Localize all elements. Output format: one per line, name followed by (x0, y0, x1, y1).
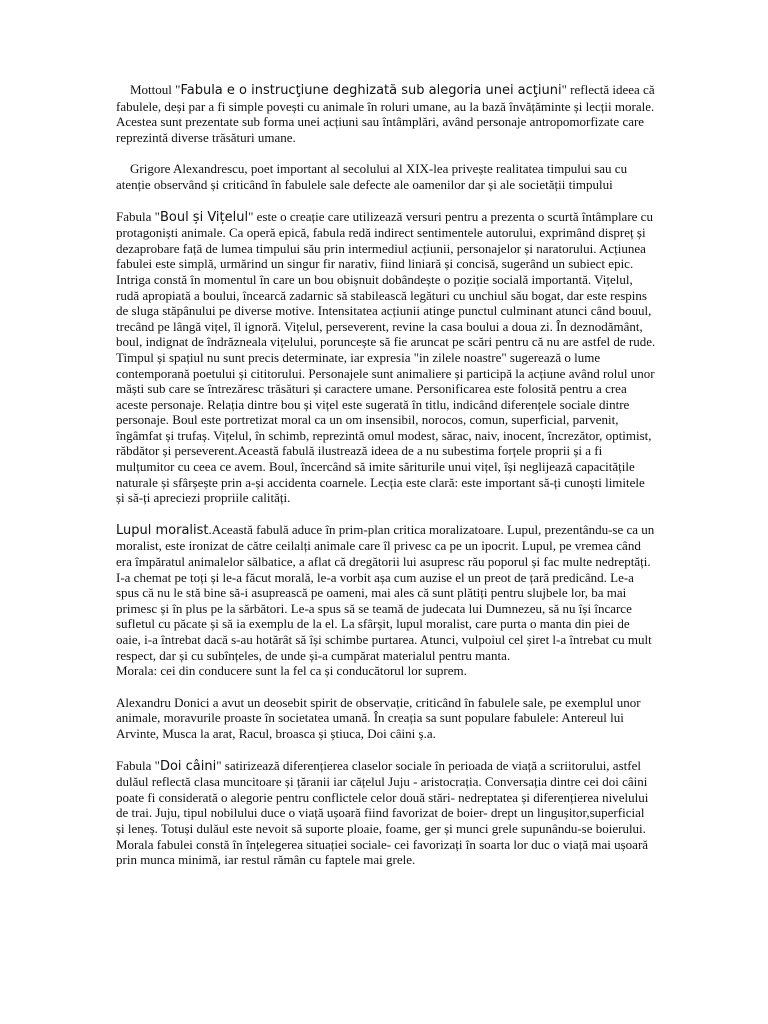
fabula-prefix: Fabula " (116, 208, 160, 224)
doi-caini-body: " satirizează diferențierea claselor sociale în perioada de viață a scriitorului, astfel dulăul reflectă clasa muncitoare și țăranii iar cățelul Juju - aristocrația. Conversația dintre cei doi câini poate fi considerată o alegorie pentru conflictele celor două stări- nedreptatea și diferențierea nivelului de trai. Juju, tipul nobilului duce o viață ușoară fiind favorizat de boier- drept un lingușitor,superficial și leneș. Totuși dulăul este nevoit să suporte ploaie, foame, ger și munci grele supunându-se boierului. Morala fabulei constă în înțelegerea situației sociale- cei favorizați în soarta lor duc o viață mai ușoară prin munca minimă, iar restul rămân cu faptele mai grele. (116, 757, 649, 868)
fable-title-doi-caini: Doi câini (159, 758, 217, 774)
motto-prefix: Mottoul " (130, 82, 181, 97)
fable-title-lupul-moralist: Lupul moralist (116, 522, 209, 538)
alexandrescu-text: Grigore Alexandrescu, poet important al secolului al XIX-lea privește realitatea timpului sau cu atenție observând și criticând în fabulele sale defecte ale oamenilor dar și ale societății timpului (116, 161, 628, 192)
paragraph-donici: Alexandru Donici a avut un deosebit spirit de observație, criticând în fabulele sale, pe exemplul unor animale, moravurile proaste în societatea umană. În creația sa sunt populare fabulele: Antereul lui Arvinte, Musca la arat, Racul, broasca și știuca, Doi câini ș.a. (116, 694, 641, 741)
fabula-prefix: Fabula " (116, 757, 160, 773)
motto-quote: Fabula e o instrucţiune deghizată sub alegoria unei acţiuni (180, 83, 562, 98)
paragraph-doi-caini (116, 758, 656, 868)
lupul-moralist-body: .Această fabulă aduce în prim-plan critica moralizatoare. Lupul, prezentându-se ca un moralist, este ironizat de către ceilalți animale care îl privesc ca pe un ipocrit. Lupul, pe vremea când era împăratul animalelor sălbatice, a aflat că dregătorii lui asupresc rău poporul și fac multe nedreptăți. I-a chemat pe toți și le-a făcut morală, le-a vorbit așa cum auzise el un preot de țară predicând. Le-a spus că nu le stă bine să-i asuprească pe oameni, mai ales că sunt plătiți pentru slujbele lor, ba mai primesc și în plus pe la sărbători. Le-a spus să se teamă de judecata lui Dumnezeu, să nu își încarce sufletul cu păcate și să ia exemplu de la el. La sfârșit, lupul moralist, care purta o manta din piei de oaie, i-a întrebat dacă s-au hotărât să își schimbe purtarea. Atunci, vulpoiul cel șiret l-a întrebat cu mult respect, dar și cu subînțeles, de unde și-a cumpărat materialul pentru manta. (116, 521, 655, 663)
paragraph-alexandrescu (116, 161, 656, 192)
motto-explanation: " reflectă ideea că fabulele, deși par a fi simple povești cu animale în roluri umane, au la bază învățăminte și lecții morale. Acestea sunt prezentate sub forma unei acțiuni sau întâmplări, având personaje antropomorfizate care reprezintă diverse trăsături umane. (116, 82, 655, 145)
paragraph-lupul-moralist (116, 522, 656, 663)
paragraph-boul-si-vitelul (116, 209, 656, 506)
boul-si-vitelul-body: " este o creație care utilizează versuri pentru a prezenta o scurtă întâmplare cu protagoniști animale. Ca operă epică, fabula redă indirect sentimentele autorului, exprimând dispreț și dezaprobare față de lumea timpului său prin intermediul acțiunii, personajelor și naratorului. Acțiunea fabulei este simplă, urmărind un singur fir narativ, fiind liniară și concisă, sugerând un subiect epic. Intriga constă în momentul în care un bou obișnuit dobândește o poziție socială importantă. Vițelul, rudă apropiată a boului, încearcă zadarnic să stabilească legături cu unchiul său bogat, dar este respins de sluga stăpânului pe diverse motive. Intensitatea acțiunii atinge punctul culminant atunci când bouul, trecând pe lângă vițel, îl ignoră. Vițelul, perseverent, revine la casa boului a doua zi. În deznodământ, boul, indignat de îndrăzneala vițelului, poruncește să fie aruncat pe scări pentru că nu are astfel de rude. Timpul și spațiul nu sunt precis determinate, iar expresia "in zilele noastre" sugerează o lume contemporană poetului și cititorului. Personajele sunt animaliere și participă la acțiune având rolul unor măști sub care se întrezăresc trăsături și caractere umane. Personificarea este folosită pentru a crea aceste personaje. Relația dintre bou și vițel este sugerată în titlu, indicând diferențele sociale dintre personaje. Boul este portretizat moral ca un om insensibil, norocos, comun, superficial, parvenit, îngâmfat și trufaș. Vițelul, în schimb, reprezintă omul modest, sărac, naiv, inocent, încrezător, optimist, răbdător și perseverent.Această fabulă ilustrează ideea de a nu subestima forțele proprii și a fi mulțumitor cu ceea ce avem. Boul, încercând să imite săriturile unui vițel, își neglijează capacitățile naturale și sfârșește prin a-și accidenta coarnele. Lecția este clară: este important să-ți cunoști limitele și să-ți apreciezi propriile calități. (116, 208, 656, 506)
paragraph-morala: Morala: cei din conducere sunt la fel ca și conducătorul lor suprem. (116, 663, 467, 679)
document-page (116, 82, 656, 884)
paragraph-motto (116, 82, 656, 145)
fable-title-boul-si-vitelul: Boul și Vițelul (159, 209, 249, 225)
